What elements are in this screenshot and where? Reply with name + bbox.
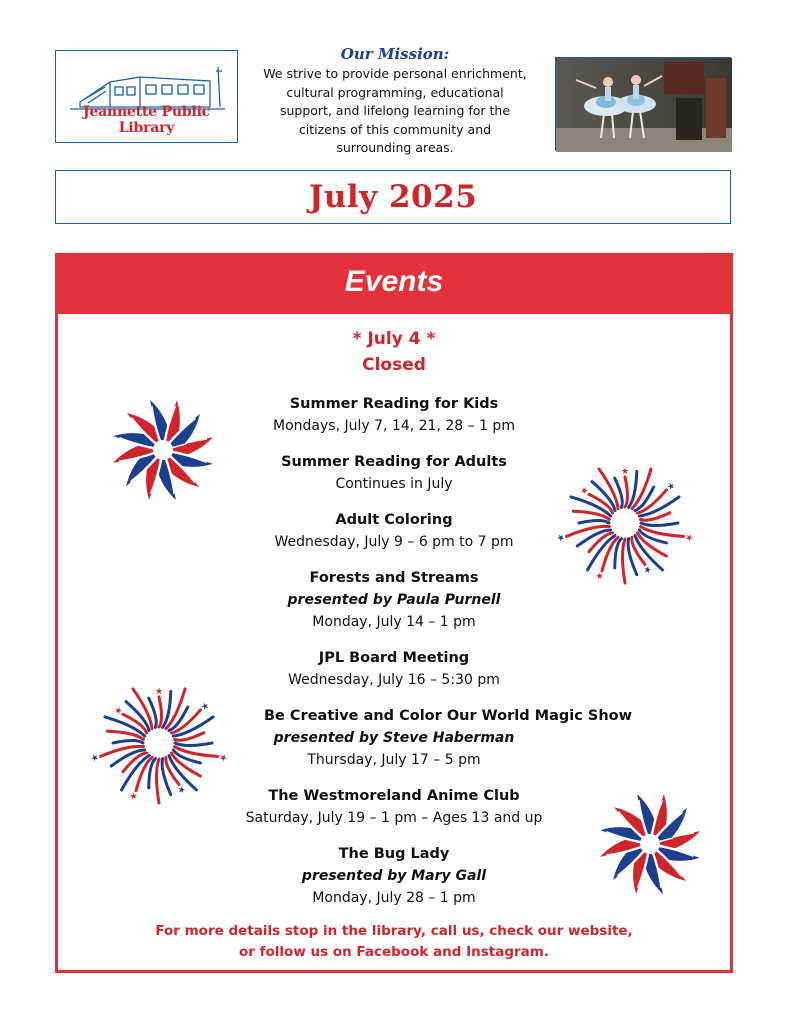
event-time: Continues in July [335, 476, 453, 492]
svg-text:★: ★ [641, 562, 653, 576]
event-time: Mondays, July 7, 14, 21, 28 – 1 pm [273, 418, 515, 434]
footer-line: For more details stop in the library, call us, check our website, [155, 923, 633, 939]
footer-line: or follow us on Facebook and Instagram. [239, 944, 549, 960]
mission-line: surrounding areas. [336, 140, 454, 155]
mission-text [250, 65, 540, 158]
library-logo [55, 50, 238, 143]
mission-statement [250, 45, 540, 158]
mission-line: citizens of this community and [298, 121, 492, 137]
svg-text:★: ★ [594, 568, 606, 582]
pinwheel-icon [105, 392, 221, 508]
mission-line: cultural programming, educational [286, 84, 504, 100]
svg-text:★: ★ [112, 704, 126, 718]
svg-text:★: ★ [216, 752, 229, 763]
month-banner [55, 170, 731, 224]
event-title: Forests and Streams [309, 570, 479, 586]
event-title: Summer Reading for Adults [281, 454, 507, 470]
mission-line: support, and lifelong learning for the [279, 103, 511, 118]
svg-text:★: ★ [620, 467, 630, 477]
month-title: July 2025 [308, 179, 478, 215]
events-title: Events [344, 265, 444, 298]
closed-status: Closed [362, 355, 426, 375]
event-time: Monday, July 28 – 1 pm [312, 890, 476, 906]
event-time: Wednesday, July 9 – 6 pm to 7 pm [274, 534, 514, 550]
svg-text:★: ★ [89, 752, 102, 763]
svg-text:★: ★ [555, 532, 568, 543]
event-time: Thursday, July 17 – 5 pm [307, 752, 481, 768]
svg-text:★: ★ [578, 484, 592, 498]
mission-line: We strive to provide personal enrichment, [263, 66, 527, 81]
svg-text:★: ★ [682, 532, 695, 543]
event-time: Monday, July 14 – 1 pm [312, 614, 476, 630]
library-name: Jeannette Public Library [82, 104, 211, 136]
event-title: Be Creative and Color Our World Magic Show [263, 708, 632, 724]
closed-date: * July 4 * [352, 329, 436, 349]
dancers-photo [555, 57, 731, 151]
event-presenter: presented by Paula Purnell [287, 592, 501, 608]
event-presenter: presented by Steve Haberman [273, 730, 515, 746]
event-time: Saturday, July 19 – 1 pm – Ages 13 and up [245, 810, 543, 826]
mission-title: Our Mission: [340, 45, 450, 63]
event-title: The Bug Lady [338, 846, 450, 862]
event-presenter: presented by Mary Gall [301, 868, 487, 884]
event-item [168, 705, 730, 771]
events-header [58, 256, 730, 314]
event-time: Wednesday, July 16 – 5:30 pm [288, 672, 500, 688]
svg-text:★: ★ [663, 480, 677, 494]
event-title: JPL Board Meeting [318, 650, 470, 666]
firework-icon [89, 680, 229, 806]
svg-text:★: ★ [175, 782, 187, 796]
pinwheel-icon [592, 786, 708, 902]
svg-text:★: ★ [128, 788, 140, 802]
event-title: The Westmoreland Anime Club [268, 788, 520, 804]
event-title: Summer Reading for Kids [289, 396, 499, 412]
footer-note [58, 921, 730, 963]
firework-icon [555, 460, 695, 586]
svg-text:★: ★ [154, 687, 164, 697]
svg-text:★: ★ [197, 700, 211, 714]
event-title: Adult Coloring [335, 512, 453, 528]
closed-notice [58, 326, 730, 378]
